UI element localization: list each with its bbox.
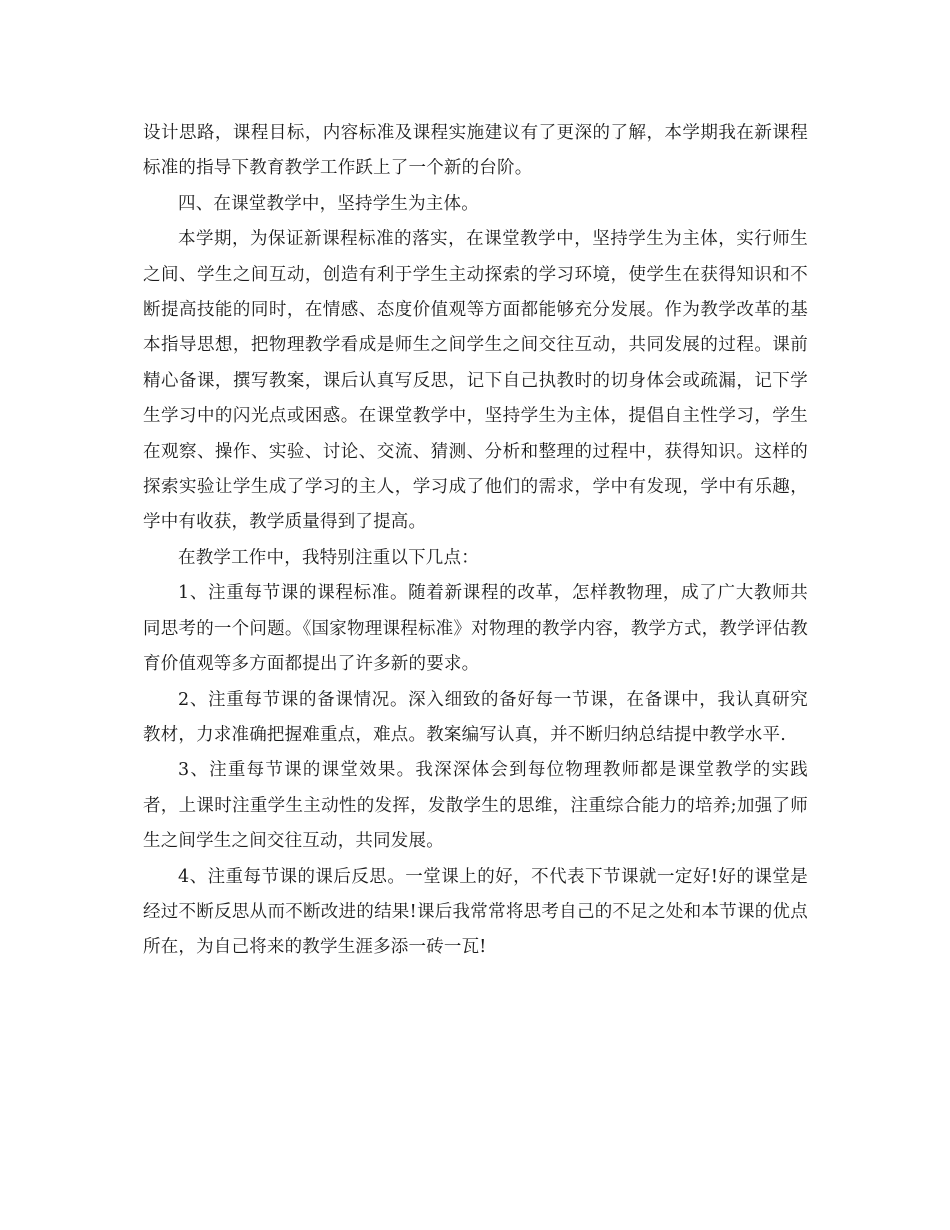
document-body <box>143 116 808 966</box>
list-item-classroom-effect: 3、注重每节课的课堂效果。我深深体会到每位物理教师都是课堂教学的实践者，上课时注重学生主动性的发挥，发散学生的思维，注重综合能力的培养;加强了师生之间学生之间交往互动，共同发展。 <box>143 760 808 852</box>
list-item-curriculum-standard: 1、注重每节课的课程标准。随着新课程的改革，怎样教物理，成了广大教师共同思考的一个问题。《国家物理课程标准》对物理的教学内容，教学方式，教学评估教育价值观等多方面都提出了许多新的要求。 <box>143 583 808 675</box>
section-heading-four: 四、在课堂教学中，坚持学生为主体。 <box>178 193 479 214</box>
paragraph-student-centered: 本学期，为保证新课程标准的落实，在课堂教学中，坚持学生为主体，实行师生之间、学生之间互动，创造有利于学生主动探索的学习环境，使学生在获得知识和不断提高技能的同时，在情感、态度价值观等方面都能够充分发展。作为教学改革的基本指导思想，把物理教学看成是师生之间学生之间交往互动，共同发展的过程。课前精心备课，撰写教案，课后认真写反思，记下自己执教时的切身体会或疏漏，记下学生学习中的闪光点或困惑。在课堂教学中，坚持学生为主体，提倡自主性学习，学生在观察、操作、实验、讨论、交流、猜测、分析和整理的过程中，获得知识。这样的探索实验让学生成了学习的主人，学习成了他们的需求，学中有发现，学中有乐趣，学中有收获，教学质量得到了提高。 <box>143 229 808 533</box>
paragraph-continuation: 设计思路，课程目标，内容标准及课程实施建议有了更深的了解，本学期我在新课程标准的指导下教育教学工作跃上了一个新的台阶。 <box>143 123 808 179</box>
list-item-post-class-reflection: 4、注重每节课的课后反思。一堂课上的好，不代表下节课就一定好!好的课堂是经过不断反思从而不断改进的结果!课后我常常将思考自己的不足之处和本节课的优点所在，为自己将来的教学生涯多添一砖一瓦! <box>143 866 808 958</box>
paragraph-key-points-intro: 在教学工作中，我特别注重以下几点： <box>178 547 479 568</box>
list-item-lesson-preparation: 2、注重每节课的备课情况。深入细致的备好每一节课，在备课中，我认真研究教材，力求准确把握难重点，难点。教案编写认真，并不断归纳总结提中教学水平. <box>143 689 808 745</box>
